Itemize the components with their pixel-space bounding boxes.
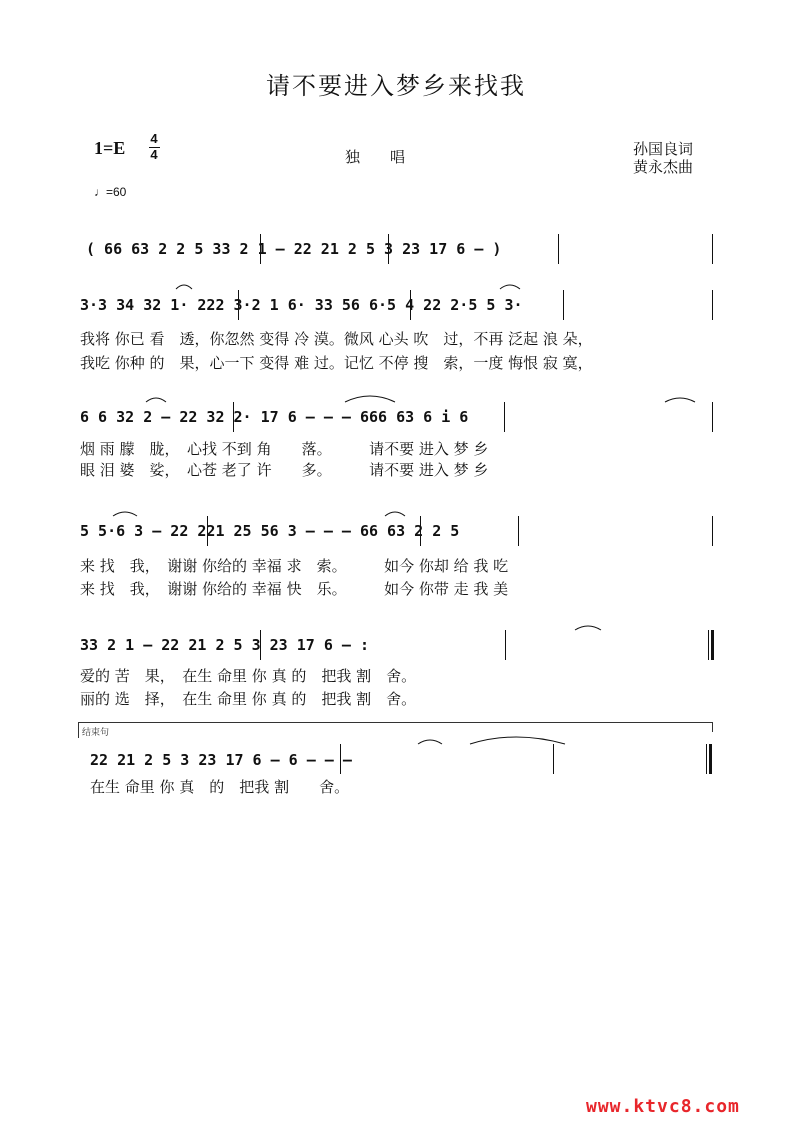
- slur-mark: [176, 285, 192, 289]
- watermark: www.ktvc8.com: [586, 1096, 740, 1117]
- slur-mark: [500, 285, 520, 289]
- lyric-row-3-verse-2: 眼 泪 婆 娑， 心苍 老了 许 多。 请不要 进入 梦 乡: [80, 461, 489, 479]
- notation-row-6: 22 21 2 5 3 23 17 6 – 6 – – –: [90, 751, 352, 769]
- performance-mode: 独 唱: [345, 148, 406, 166]
- slur-mark: [146, 398, 166, 402]
- notation-row-3: 6 6 32 2 – 22 32 2· 17 6 – – – 666 63 6 i 6: [80, 408, 469, 426]
- slur-mark: [113, 512, 137, 516]
- lyric-row-4-verse-2: 来 找 我， 谢谢 你给的 幸福 快 乐。 如今 你带 走 我 美: [80, 580, 509, 598]
- slur-mark: [418, 740, 442, 744]
- lyric-row-2-verse-2: 我吃 你种 的 果，心一下 变得 难 过。记忆 不停 搜 索，一度 悔恨 寂 寞，: [80, 354, 593, 372]
- slur-mark: [665, 398, 695, 402]
- lyric-row-4-verse-1: 来 找 我， 谢谢 你给的 幸福 求 索。 如今 你却 给 我 吃: [80, 557, 509, 575]
- notation-row-4: 5 5·6 3 – 22 221 25 56 3 – – – 66 63 2 2 5: [80, 522, 460, 540]
- notation-row-5: 33 2 1 – 22 21 2 5 3 23 17 6 – :: [80, 636, 369, 654]
- slur-mark: [575, 626, 601, 630]
- time-signature-top: 4: [150, 131, 158, 146]
- lyric-row-5-verse-2: 丽的 选 择， 在生 命里 你 真 的 把我 割 舍。: [80, 690, 417, 708]
- lyric-row-6: 在生 命里 你 真 的 把我 割 舍。: [90, 778, 350, 796]
- lyric-row-2-verse-1: 我将 你已 看 透，你忽然 变得 冷 漠。微风 心头 吹 过，不再 泛起 浪 朵，: [80, 330, 593, 348]
- composer-credit: 黄永杰曲: [633, 158, 694, 176]
- song-title: 请不要进入梦乡来找我: [266, 72, 526, 100]
- ending-label: 结束句: [82, 728, 110, 738]
- notation-row-2: 3·3 34 32 1· 222 3·2 1 6· 33 56 6·5 4 22 2·5 5 3·: [80, 296, 523, 314]
- key-signature: 1=E: [94, 138, 126, 158]
- lyric-row-5-verse-1: 爱的 苦 果， 在生 命里 你 真 的 把我 割 舍。: [80, 667, 417, 685]
- time-signature-bottom: 4: [150, 147, 158, 162]
- slur-mark: [470, 737, 565, 744]
- notation-row-1: ( 66 63 2 2 5 33 2 1 – 22 21 2 5 3 23 17 6 – ): [86, 240, 502, 258]
- lyric-row-3-verse-1: 烟 雨 朦 胧， 心找 不到 角 落。 请不要 进入 梦 乡: [80, 440, 489, 458]
- tempo-marking: ♩=60: [94, 185, 127, 199]
- lyricist-credit: 孙国良词: [633, 140, 694, 158]
- slur-mark: [345, 396, 395, 402]
- slur-mark: [385, 512, 405, 516]
